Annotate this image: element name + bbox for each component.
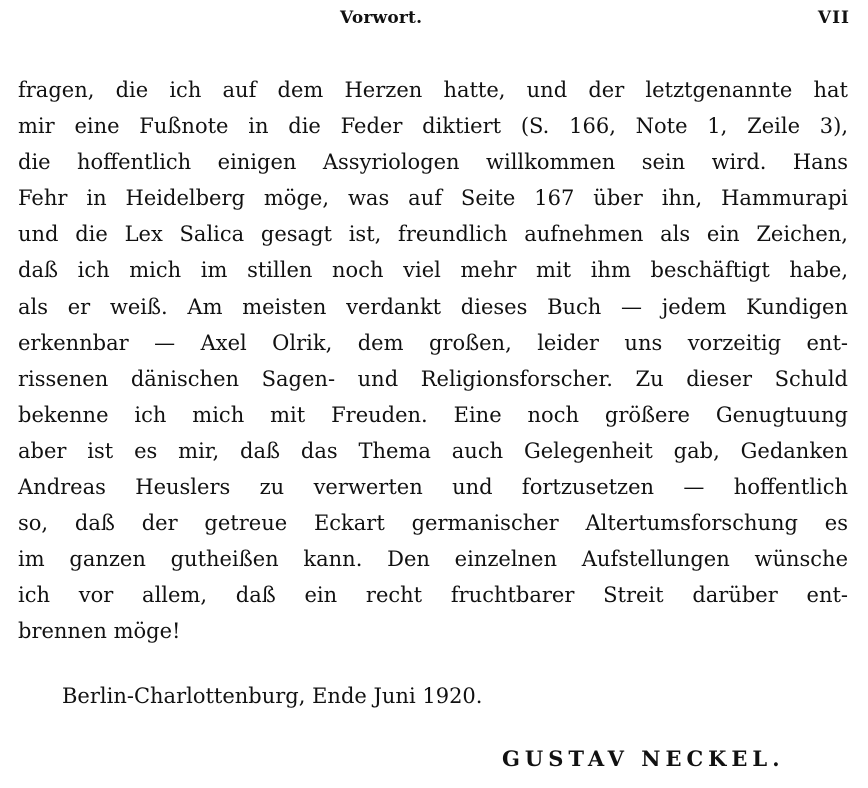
text-line: aber ist es mir, daß das Thema auch Gelegenheit gab, Gedanken: [18, 438, 848, 463]
text-line: erkennbar — Axel Olrik, dem großen, leider uns vorzeitig ent-: [18, 330, 848, 355]
text-line: Fehr in Heidelberg möge, was auf Seite 167 über ihn, Hammurapi: [18, 186, 848, 211]
text-line: die hoffentlich einigen Assyriologen willkommen sein wird. Hans: [18, 150, 848, 175]
text-line: als er weiß. Am meisten verdankt dieses Buch — jedem Kundigen: [18, 294, 848, 319]
running-head: [0, 8, 868, 32]
text-line: daß ich mich im stillen noch viel mehr mit ihm beschäftigt habe,: [18, 258, 848, 283]
page-number: VII: [817, 8, 850, 28]
text-line: ich vor allem, daß ein recht fruchtbarer Streit darüber ent-: [18, 583, 848, 608]
text-line: brennen möge!: [18, 619, 181, 644]
text-line: und die Lex Salica gesagt ist, freundlich aufnehmen als ein Zeichen,: [18, 222, 848, 247]
text-line: bekenne ich mich mit Freuden. Eine noch größere Genugtuung: [18, 402, 848, 427]
text-line: rissenen dänischen Sagen- und Religionsforscher. Zu dieser Schuld: [18, 366, 848, 391]
body-paragraph: [18, 72, 848, 650]
text-line: im ganzen gutheißen kann. Den einzelnen Aufstellungen wünsche: [18, 547, 848, 572]
text-line: mir eine Fußnote in die Feder diktiert (S. 166, Note 1, Zeile 3),: [18, 114, 848, 139]
text-line: so, daß der getreue Eckart germanischer Altertumsforschung es: [18, 511, 848, 536]
dateline: Berlin-Charlottenburg, Ende Juni 1920.: [62, 684, 483, 708]
text-line: Andreas Heuslers zu verwerten und fortzusetzen — hoffentlich: [18, 475, 848, 500]
text-line: fragen, die ich auf dem Herzen hatte, und der letztgenannte hat: [18, 78, 848, 102]
running-title: Vorwort.: [340, 8, 423, 28]
author-signature: GUSTAV NECKEL.: [502, 746, 785, 771]
